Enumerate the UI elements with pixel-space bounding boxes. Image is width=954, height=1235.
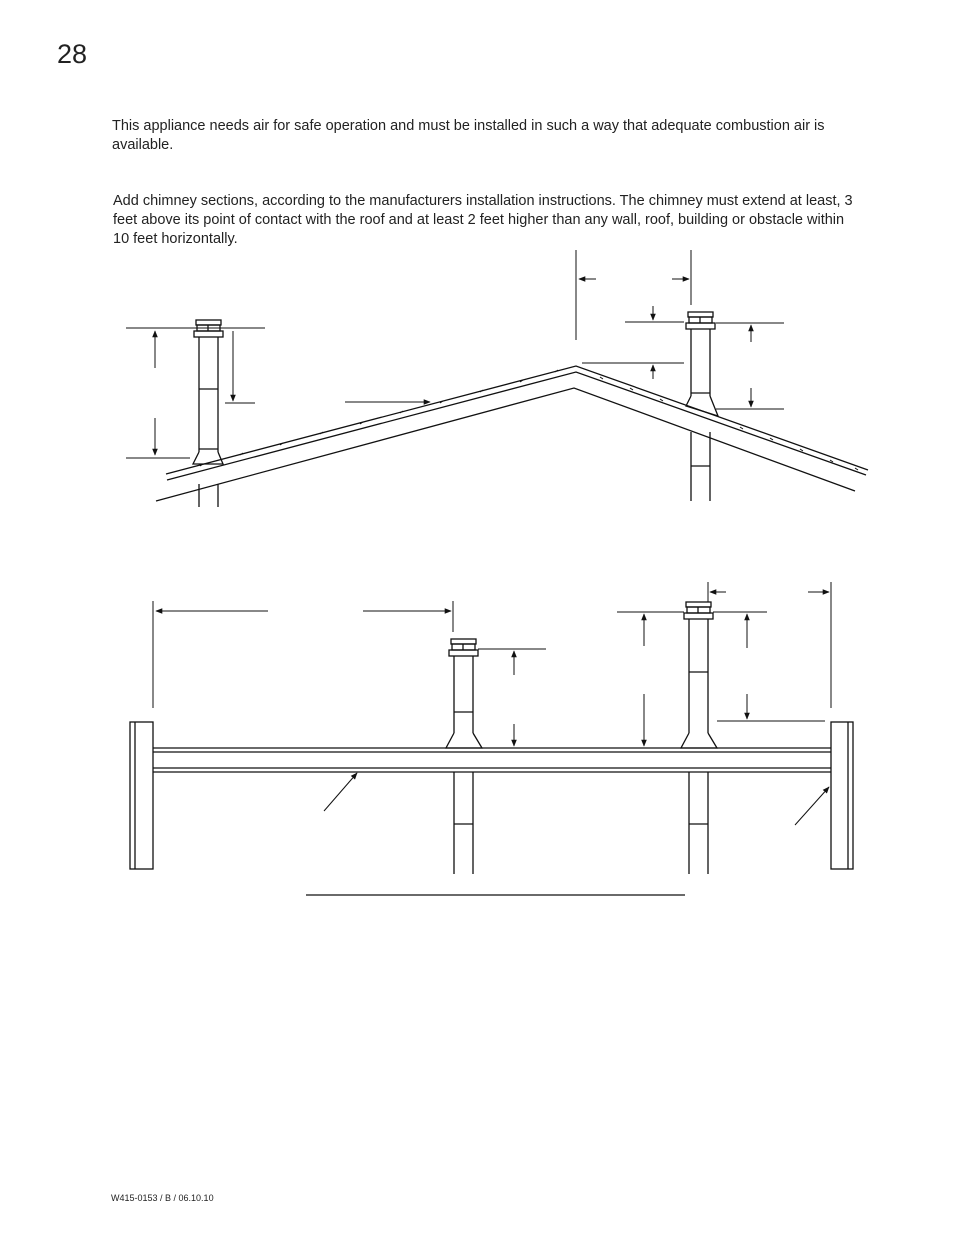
chimney-flat-middle — [446, 639, 482, 874]
dimension-left-chimney — [126, 328, 265, 458]
document-code-footer: W415-0153 / B / 06.10.10 — [111, 1193, 214, 1203]
chimney-height-instructions: Add chimney sections, according to the manufacturers installation instructions. The chimney must extend at least, 3 feet above its point of contact with the roof and at least 2 feet higher than any wall, roof, building or obstacle within 10 feet horizontally. — [113, 193, 853, 247]
flat-roof-diagram — [130, 582, 853, 895]
pitched-roof — [156, 366, 868, 501]
chimney-left — [193, 320, 223, 507]
chimney-flat-right — [681, 602, 717, 874]
dimension-flat-roof — [153, 582, 831, 895]
parapet-wall-right — [831, 722, 853, 869]
pitched-roof-diagram — [126, 250, 868, 507]
page-number: 28 — [57, 39, 88, 69]
dimension-right-chimney — [576, 250, 784, 409]
parapet-wall-left — [130, 722, 153, 869]
combustion-air-note: This appliance needs air for safe operation and must be installed in such a way that adequate combustion air is available. — [112, 118, 825, 153]
flat-roof — [153, 748, 831, 772]
